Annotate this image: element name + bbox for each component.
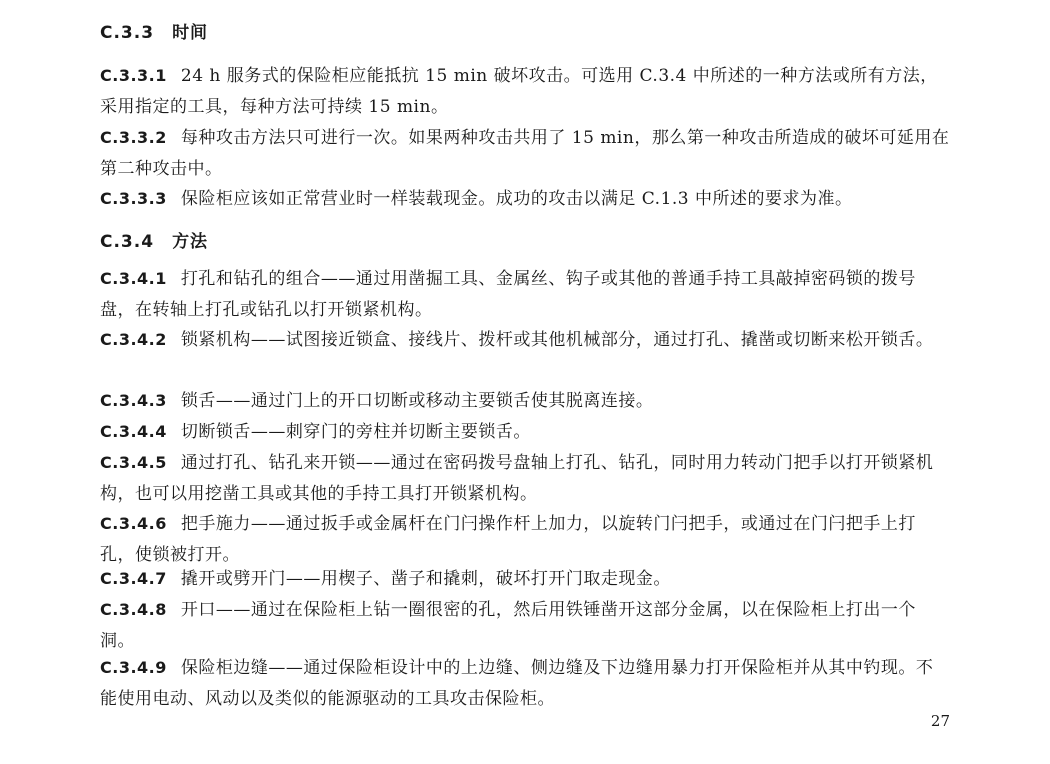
- clause-c3-3-3: [100, 183, 950, 215]
- clause-c3-4-3: [100, 385, 950, 417]
- clause-number: C.3.4.4: [100, 422, 167, 441]
- clause-number: C.3.4.9: [100, 658, 167, 677]
- clause-c3-4-1: [100, 263, 950, 326]
- clause-c3-4-7: [100, 563, 950, 595]
- clause-text: 锁舌——通过门上的开口切断或移动主要锁舌使其脱离连接。: [180, 391, 654, 411]
- clause-number: C.3.4.8: [100, 600, 167, 619]
- clause-number: C.3.4.6: [100, 514, 167, 533]
- clause-c3-4-6: [100, 508, 950, 571]
- clause-text: 通过打孔、钻孔来开锁——通过在密码拨号盘轴上打孔、钻孔，同时用力转动门把手以打开锁紧机构，也可以用挖凿工具或其他的手持工具打开锁紧机构。: [100, 453, 934, 504]
- clause-number: C.3.4.3: [100, 391, 167, 410]
- clause-c3-4-9: [100, 652, 950, 715]
- clause-text: 开口——通过在保险柜上钻一圈很密的孔，然后用铁锤凿开这部分金属，以在保险柜上打出一个洞。: [100, 600, 916, 651]
- clause-text: 切断锁舌——刺穿门的旁柱并切断主要锁舌。: [180, 422, 531, 442]
- clause-text: 打孔和钻孔的组合——通过用凿掘工具、金属丝、钩子或其他的普通手持工具敲掉密码锁的拨号盘，在转轴上打孔或钻孔以打开锁紧机构。: [100, 269, 916, 320]
- clause-number: C.3.4.1: [100, 269, 167, 288]
- clause-number: C.3.4.5: [100, 453, 167, 472]
- clause-text: 撬开或劈开门——用楔子、凿子和撬刺，破坏打开门取走现金。: [180, 569, 671, 589]
- section-title: 方法: [172, 232, 209, 252]
- clause-c3-4-8: [100, 594, 950, 657]
- clause-number: C.3.4.7: [100, 569, 167, 588]
- clause-c3-4-5: [100, 447, 950, 510]
- clause-c3-4-2: [100, 324, 950, 356]
- clause-number: C.3.4.2: [100, 330, 167, 349]
- section-title: 时间: [172, 23, 209, 43]
- clause-number: C.3.3.3: [100, 189, 167, 208]
- clause-c3-3-1: [100, 60, 950, 123]
- clause-c3-4-4: [100, 416, 950, 448]
- section-heading-c34: [100, 227, 208, 252]
- clause-text: 每种攻击方法只可进行一次。如果两种攻击共用了 15 min，那么第一种攻击所造成的破坏可延用在第二种攻击中。: [100, 128, 950, 179]
- clause-text: 锁紧机构——试图接近锁盒、接线片、拨杆或其他机械部分，通过打孔、撬凿或切断来松开锁舌。: [180, 330, 934, 350]
- clause-number: C.3.3.1: [100, 66, 167, 85]
- clause-text: 保险柜应该如正常营业时一样装载现金。成功的攻击以满足 C.1.3 中所述的要求为准。: [180, 189, 853, 209]
- clause-number: C.3.3.2: [100, 128, 167, 147]
- section-number: C.3.4: [100, 232, 155, 252]
- section-heading-c33: [100, 18, 208, 43]
- clause-c3-3-2: [100, 122, 950, 185]
- clause-text: 保险柜边缝——通过保险柜设计中的上边缝、侧边缝及下边缝用暴力打开保险柜并从其中钓现。不能使用电动、风动以及类似的能源驱动的工具攻击保险柜。: [100, 658, 934, 709]
- clause-text: 把手施力——通过扳手或金属杆在门闩操作杆上加力，以旋转门闩把手，或通过在门闩把手上打孔，使锁被打开。: [100, 514, 916, 565]
- section-number: C.3.3: [100, 23, 155, 43]
- page-number: 27: [930, 712, 950, 730]
- clause-text: 24 h 服务式的保险柜应能抵抗 15 min 破坏攻击。可选用 C.3.4 中所述的一种方法或所有方法，采用指定的工具，每种方法可持续 15 min。: [100, 66, 938, 117]
